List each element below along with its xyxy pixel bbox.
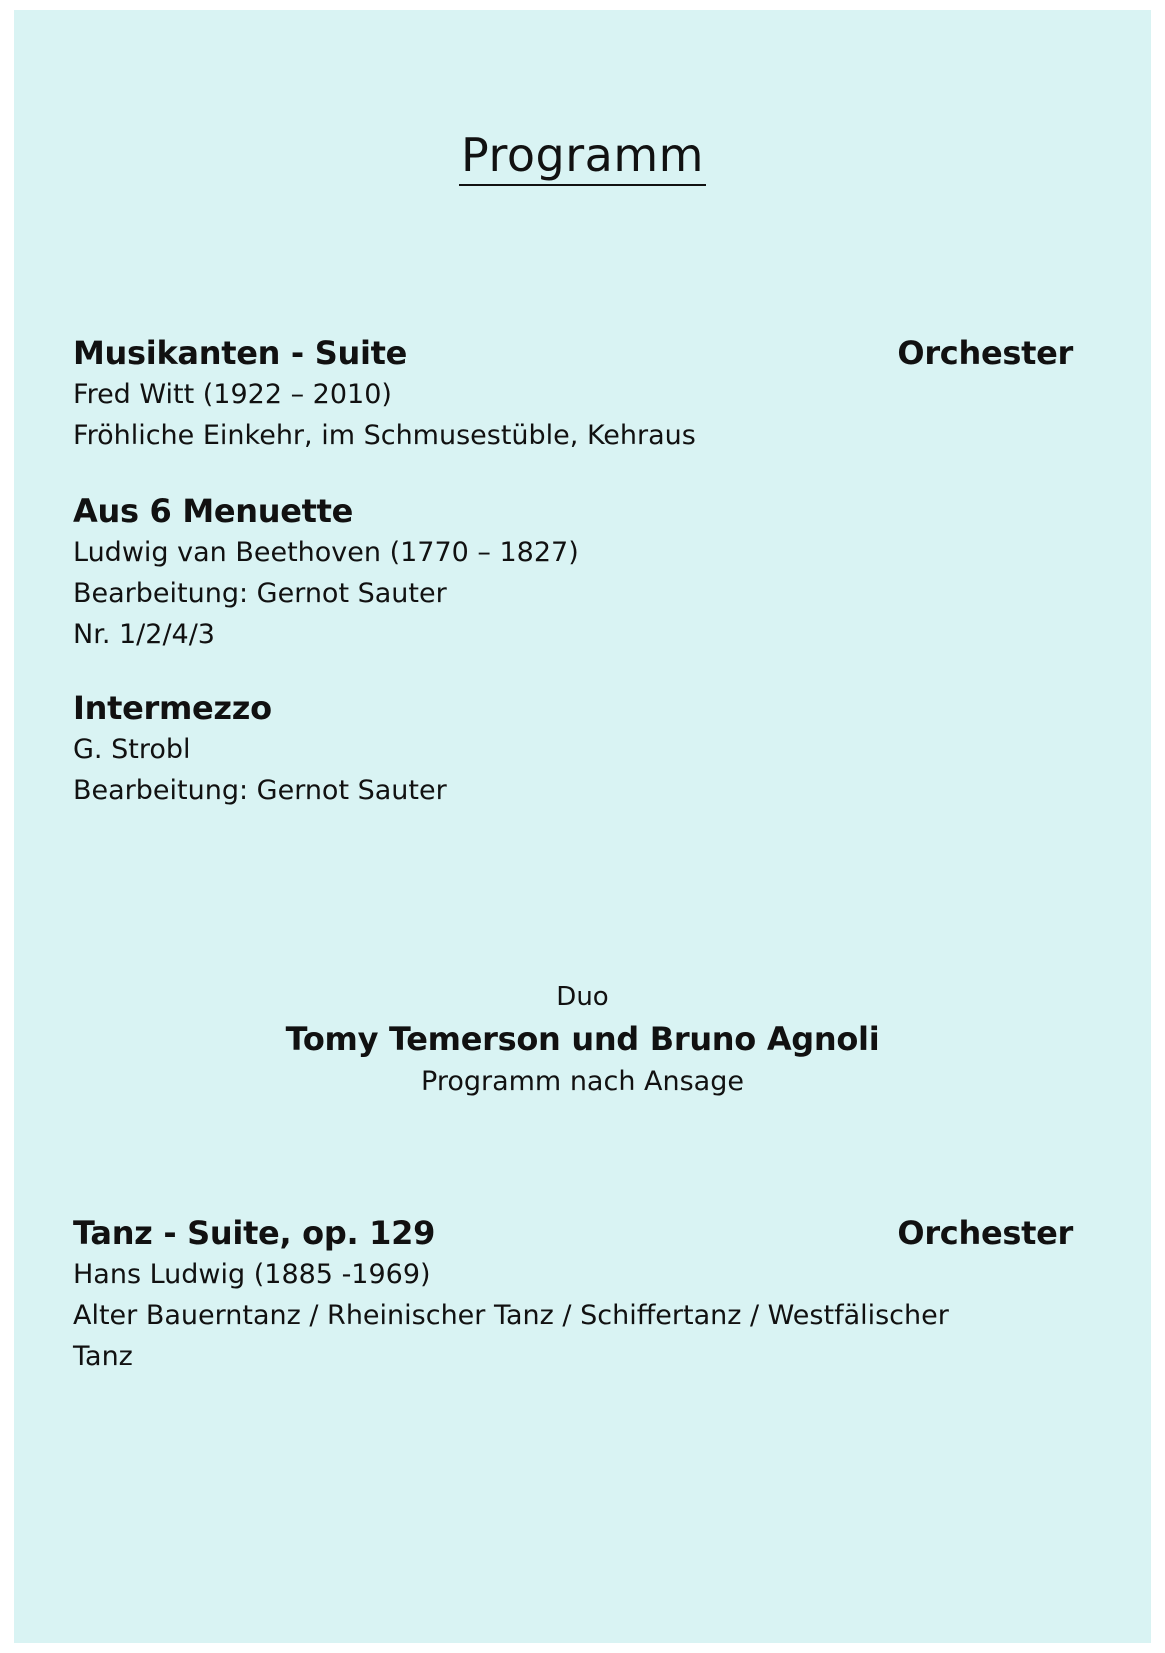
program-item-tanz-suite (73, 1212, 1073, 1377)
piece-title: Intermezzo (73, 689, 272, 727)
piece-numbers: Nr. 1/2/4/3 (73, 619, 215, 650)
piece-arrangement: Bearbeitung: Gernot Sauter (73, 775, 447, 806)
piece-composer: Hans Ludwig (1885 -1969) (73, 1259, 431, 1290)
piece-performer: Orchester (897, 334, 1073, 372)
piece-movements: Fröhliche Einkehr, im Schmusestüble, Kehraus (73, 420, 696, 451)
piece-title: Aus 6 Menuette (73, 492, 354, 530)
duo-block (14, 978, 1151, 1102)
piece-title: Musikanten - Suite (73, 334, 408, 372)
piece-composer: Fred Witt (1922 – 2010) (73, 379, 392, 410)
piece-movements-cont: Tanz (73, 1341, 133, 1372)
duo-note: Programm nach Ansage (421, 1066, 744, 1097)
piece-composer: G. Strobl (73, 734, 191, 765)
program-item-musikanten-suite (73, 332, 1073, 456)
duo-label: Duo (556, 982, 609, 1012)
page-title: Programm (14, 128, 1151, 182)
piece-performer: Orchester (897, 1214, 1073, 1252)
piece-title: Tanz - Suite, op. 129 (73, 1214, 436, 1252)
piece-movements: Alter Bauerntanz / Rheinischer Tanz / Schiffertanz / Westfälischer (73, 1300, 949, 1331)
program-page (14, 10, 1151, 1643)
program-item-menuette (73, 490, 1073, 655)
piece-arrangement: Bearbeitung: Gernot Sauter (73, 578, 447, 609)
piece-composer: Ludwig van Beethoven (1770 – 1827) (73, 537, 579, 568)
duo-names: Tomy Temerson und Bruno Agnoli (285, 1020, 880, 1058)
program-item-intermezzo (73, 687, 1073, 811)
